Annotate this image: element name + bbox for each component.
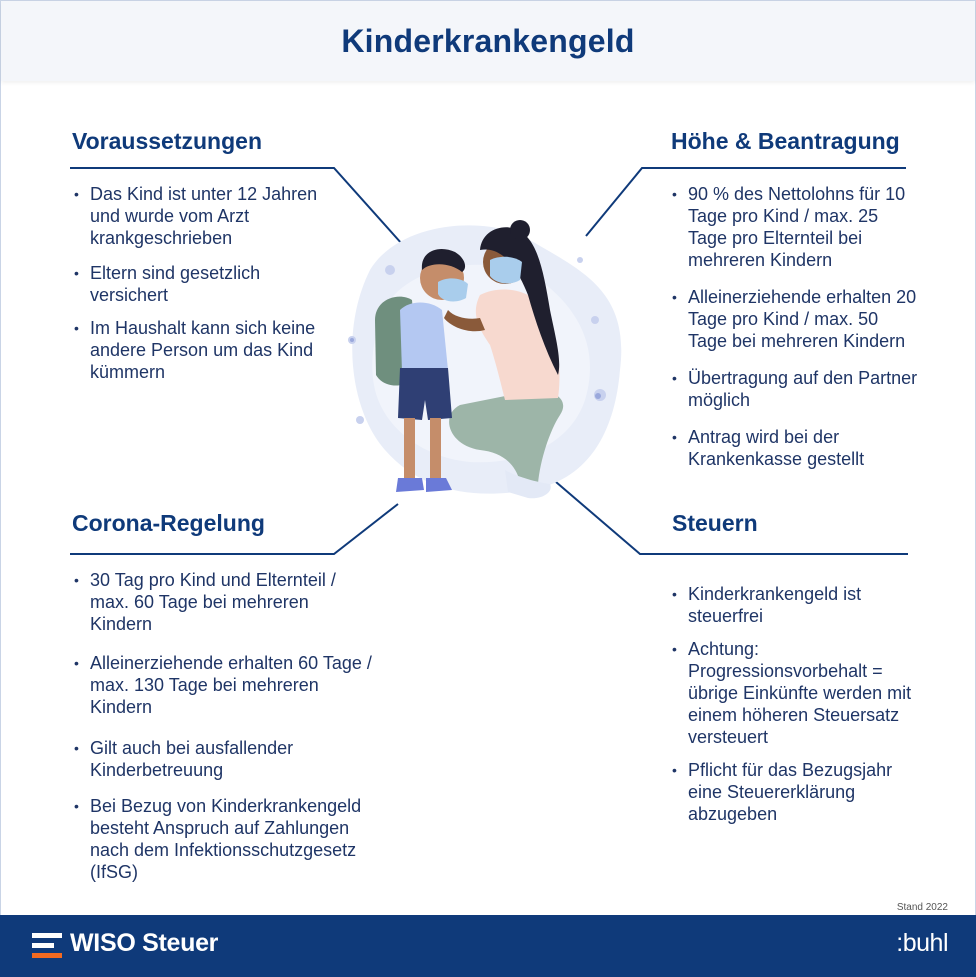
list-item: • Eltern sind gesetzlich versichert: [72, 262, 332, 306]
list-item: • Pflicht für das Bezugsjahr eine Steuererklärung abzugeben: [670, 759, 920, 825]
list-item: • Achtung: Progressionsvorbehalt = übrige Einkünfte werden mit einem höheren Steuersatz versteuert: [670, 638, 920, 748]
section-title-steuern: Steuern: [672, 510, 758, 536]
list-corona-regelung: [72, 569, 372, 883]
list-item: • Kinderkrankengeld ist steuerfrei: [670, 583, 920, 627]
list-item: • 30 Tag pro Kind und Elternteil / max. 60 Tage bei mehreren Kindern: [72, 569, 372, 635]
page-title: Kinderkrankengeld: [341, 22, 635, 59]
section-title-voraussetzungen: Voraussetzungen: [72, 128, 262, 154]
list-steuern: [670, 583, 920, 825]
stand-label: Stand 2022: [896, 902, 948, 913]
list-item: • Alleinerziehende erhalten 60 Tage / max. 130 Tage bei mehreren Kindern: [72, 652, 372, 718]
title-bar: [1, 1, 975, 81]
list-item: • Im Haushalt kann sich keine andere Person um das Kind kümmern: [72, 317, 332, 383]
section-title-hoehe-beantragung: Höhe & Beantragung: [671, 128, 900, 154]
list-item: • Alleinerziehende erhalten 20 Tage pro Kind / max. 50 Tage bei mehreren Kindern: [670, 286, 920, 352]
brand-name: WISO Steuer: [70, 929, 219, 957]
list-item: • Das Kind ist unter 12 Jahren und wurde vom Arzt krankgeschrieben: [72, 183, 332, 249]
list-hoehe-beantragung: [670, 183, 920, 470]
list-voraussetzungen: [72, 183, 332, 383]
list-item: • 90 % des Nettolohns für 10 Tage pro Kind / max. 25 Tage pro Elternteil bei mehreren Kindern: [670, 183, 920, 271]
wiso-logo-icon: [32, 931, 64, 961]
list-item: • Gilt auch bei ausfallender Kinderbetreuung: [72, 737, 372, 781]
list-item: • Bei Bezug von Kinderkrankengeld besteht Anspruch auf Zahlungen nach dem Infektionsschutzgesetz (IfSG): [72, 795, 372, 883]
footer-bar: [0, 915, 976, 977]
list-item: • Übertragung auf den Partner möglich: [670, 367, 920, 411]
partner-logo: :buhl: [896, 929, 948, 957]
section-title-corona-regelung: Corona-Regelung: [72, 510, 265, 536]
mother-masking-child-illustration: [330, 200, 630, 520]
list-item: • Antrag wird bei der Krankenkasse gestellt: [670, 426, 920, 470]
